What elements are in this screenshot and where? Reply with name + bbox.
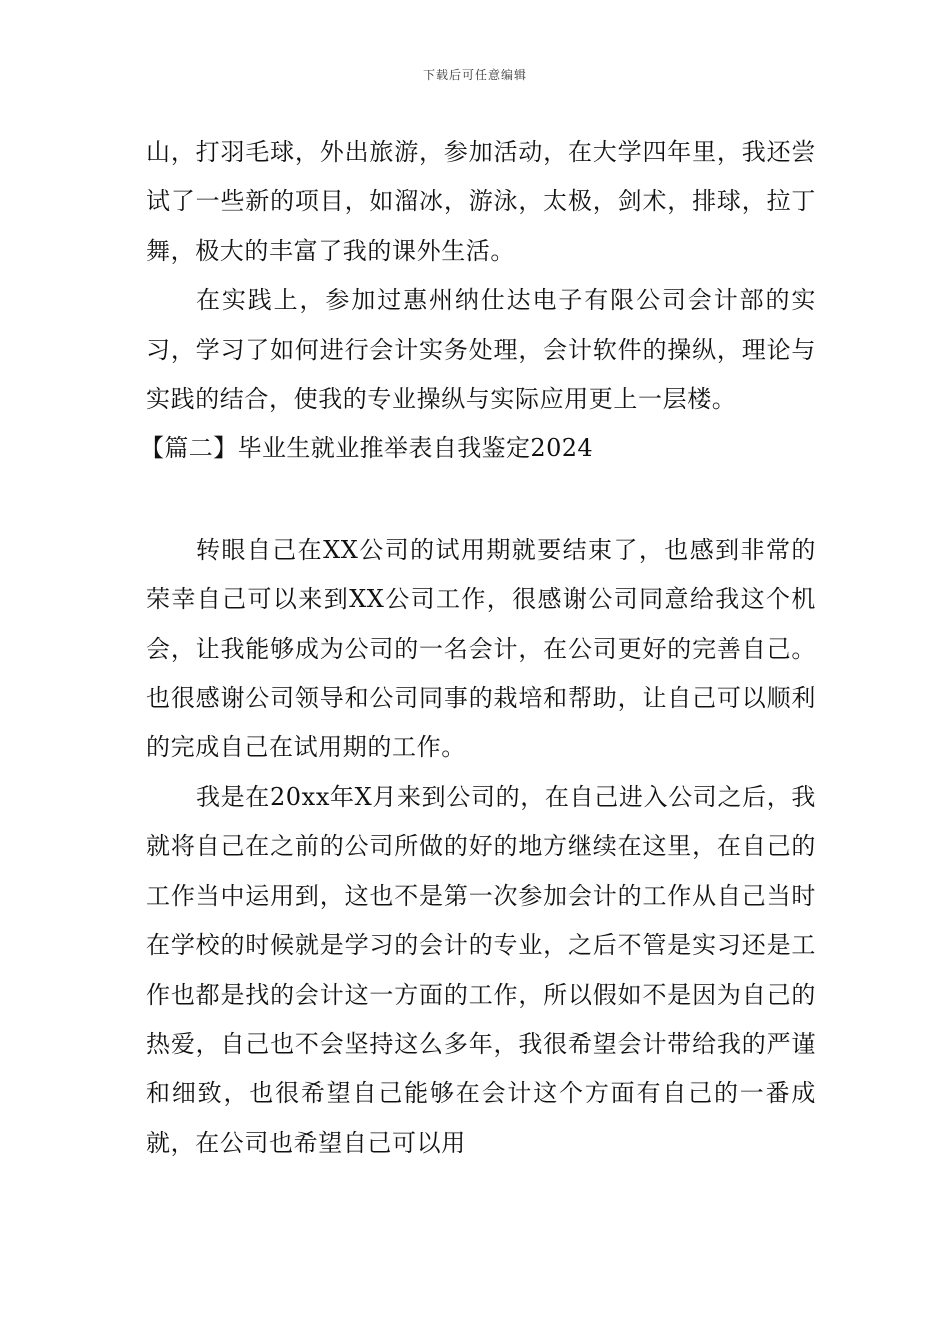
paragraph-practice: 在实践上，参加过惠州纳仕达电子有限公司会计部的实习，学习了如何进行会计实务处理，会计软件的操纵，理论与实践的结合，使我的专业操纵与实际应用更上一层楼。	[146, 286, 816, 414]
paragraph-continued: 山，打羽毛球，外出旅游，参加活动，在大学四年里，我还尝试了一些新的项目，如溜冰，游泳，太极，剑术，排球，拉丁舞，极大的丰富了我的课外生活。	[146, 138, 816, 265]
section-spacer	[146, 474, 816, 526]
paragraph-joined-company: 我是在20xx年X月来到公司的，在自己进入公司之后，我就将自己在之前的公司所做的好的地方继续在这里，在自己的工作当中运用到，这也不是第一次参加会计的工作从自己当时在学校的时候就是学习的会计的专业，之后不管是实习还是工作也都是找的会计这一方面的工作，所以假如不是因为自己的热爱，自己也不会坚持这么多年，我很希望会计带给我的严谨和细致，也很希望自己能够在会计这个方面有自己的一番成就，在公司也希望自己可以用	[146, 782, 816, 1157]
page-header: 下载后可任意编辑	[422, 68, 527, 82]
document-body	[140, 128, 816, 1168]
section-heading: 【篇二】毕业生就业推举表自我鉴定2024	[140, 434, 594, 463]
paragraph-probation: 转眼自己在XX公司的试用期就要结束了，也感到非常的荣幸自己可以来到XX公司工作，很感谢公司同意给我这个机会，让我能够成为公司的一名会计，在公司更好的完善自己。也很感谢公司领导和公司同事的栽培和帮助，让自己可以顺利的完成自己在试用期的工作。	[146, 535, 816, 762]
